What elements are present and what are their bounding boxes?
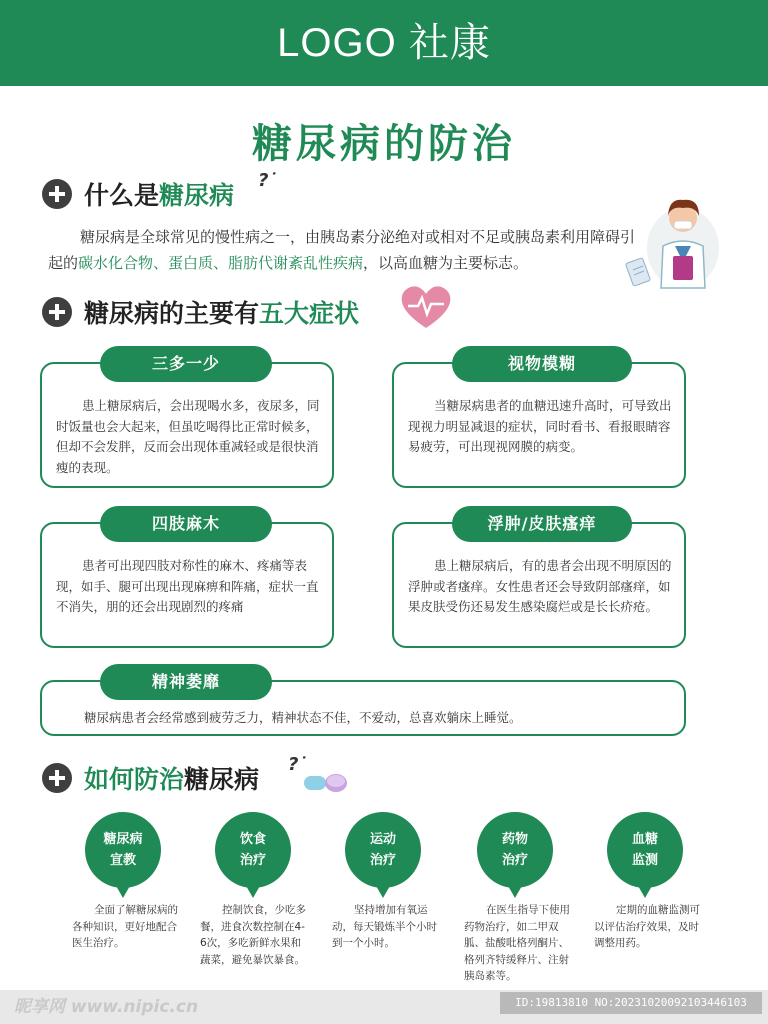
circle-line-2: 治疗 [369,853,396,868]
section-heading-lead: 糖尿病的主要有 [84,299,260,328]
prevention-circle-exercise [345,812,421,888]
prevention-text-monitoring: 定期的血糖监测可以评估治疗效果，及时调整用药。 [594,904,700,949]
circle-line-2: 治疗 [239,853,266,868]
section-heading-what-is [42,176,234,212]
prevention-circle-label [502,829,528,871]
symptom-card-text: 当糖尿病患者的血糖迅速升高时，可导致出现视力明显减退的症状，同时看书、看报眼睛容易疲劳，可出现视网膜的病变。 [408,398,672,454]
circle-line-2: 监测 [631,853,658,868]
plus-circle-icon [42,179,72,209]
question-mark-icon: ?˙ [288,754,308,775]
section-heading-prevention [42,760,259,796]
heart-icon [398,284,454,332]
circle-line-1: 药物 [501,832,528,847]
symptom-card-label: 精神萎靡 [100,664,272,700]
circle-line-2: 治疗 [501,853,528,868]
symptom-card-4 [392,514,686,648]
symptom-card-text: 患上糖尿病后，会出现喝水多，夜尿多，同时饭量也会大起来，但虽吃喝得比正常时候多，但却不会发胖，反而会出现体重减轻或是很快消瘦的表现。 [56,398,320,475]
symptom-card-label: 四肢麻木 [100,506,272,542]
prevention-circle-diet [215,812,291,888]
symptom-card-1 [40,354,334,488]
intro-text-b: ，以高血糖为主要标志。 [363,254,529,272]
plus-circle-icon [42,297,72,327]
header-bar [0,0,768,86]
prevention-circle-medication [477,812,553,888]
site-watermark: 昵享网 www.nipic.cn [14,997,199,1017]
prevention-text-medication: 在医生指导下使用药物治疗，如二甲双胍、盐酸吡格列酮片、格列齐特缓释片、注射胰岛素等。 [464,904,570,982]
intro-text-highlight: 碳水化合物、蛋白质、脂肪代谢紊乱性疾病 [78,254,364,272]
section-heading-highlight: 糖尿病 [184,765,260,794]
symptom-card-2 [392,354,686,488]
symptom-card-3 [40,514,334,648]
prevention-circle-label [103,829,142,871]
prevention-circle-monitoring [607,812,683,888]
circle-line-1: 运动 [369,832,396,847]
section-heading-highlight: 五大症状 [259,299,360,328]
intro-paragraph [48,224,638,276]
symptom-card-text: 糖尿病患者会经常感到疲劳乏力，精神状态不佳，不爱动，总喜欢躺床上睡觉。 [84,710,522,725]
prevention-circle-education [85,812,161,888]
circle-line-2: 宣教 [109,853,136,868]
pills-icon [302,770,348,794]
page-title: 糖尿病的防治 [252,121,516,167]
symptom-card-text: 患者可出现四肢对称性的麻木、疼痛等表现，如手、腿可出现出现麻痹和阵痛，症状一直不消失，朋的还会出现剧烈的疼痛 [56,558,319,614]
prevention-text-education: 全面了解糖尿病的各种知识，更好地配合医生治疗。 [72,904,178,949]
section-heading-highlight: 糖尿病 [159,181,235,210]
plus-circle-icon [42,763,72,793]
symptom-card-5 [40,672,686,736]
section-heading-lead: 如何防治 [84,765,185,794]
symptom-card-label: 浮肿/皮肤瘙痒 [452,506,632,542]
symptom-card-text: 患上糖尿病后，有的患者会出现不明原因的浮肿或者瘙痒。女性患者还会导致阴部瘙痒，如果皮肤受伤还易发生感染腐烂或是长长疥疮。 [408,558,672,614]
doctor-illustration-icon [625,188,725,293]
intro-text-a: 糖尿病是全球常见的慢性病之一，由胰岛素分泌绝对或相对不足或胰岛素利用障碍引起的 [48,228,636,272]
circle-line-1: 糖尿病 [103,832,143,847]
circle-line-1: 血糖 [631,832,658,847]
circle-line-1: 饮食 [239,832,266,847]
symptom-card-label: 视物模糊 [452,346,632,382]
prevention-circle-label [632,829,658,871]
symptom-card-label: 三多一少 [100,346,272,382]
section-heading-symptoms [42,294,359,330]
prevention-text-diet: 控制饮食，少吃多餐，进食次数控制在4-6次，多吃新鲜水果和蔬菜，避免暴饮暴食。 [200,904,306,966]
id-watermark: ID:19813810 NO:20231020092103446103 [500,992,762,1014]
prevention-circle-label [240,829,266,871]
prevention-text-exercise: 坚持增加有氧运动，每天锻炼半个小时到一个小时。 [332,904,437,949]
question-mark-icon: ?˙ [258,170,278,191]
section-heading-lead: 什么是 [84,181,160,210]
logo-text: LOGO 社康 [277,21,491,65]
prevention-circle-label [370,829,396,871]
